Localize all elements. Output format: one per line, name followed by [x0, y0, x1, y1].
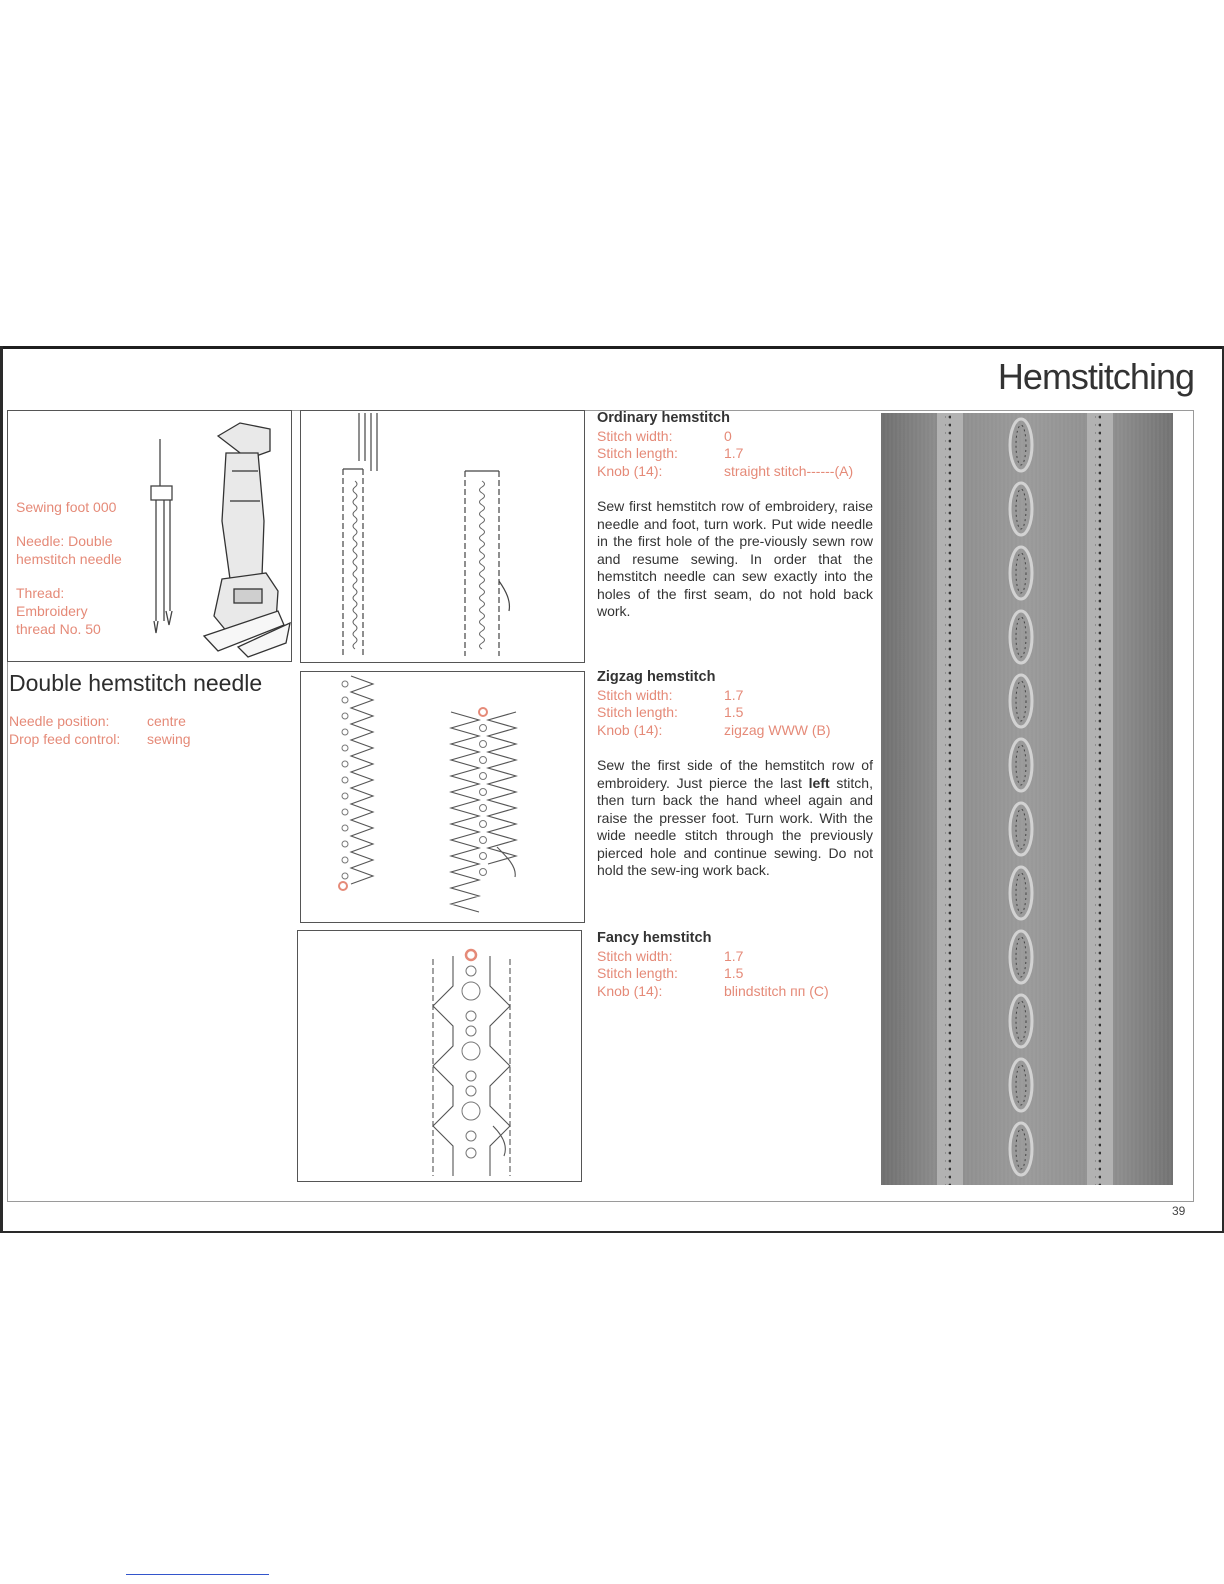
zigzag-hemstitch-title: Zigzag hemstitch: [597, 669, 716, 685]
fancy-hemstitch-section: [597, 930, 873, 1000]
stitch-width-row: Stitch width: 1.7: [597, 947, 744, 964]
stitch-width-row: Stitch width: 1.7: [597, 686, 744, 703]
ordinary-stitch-diagram: [301, 411, 584, 662]
bottom-rule: [0, 1231, 1224, 1233]
fancy-hemstitch-title: Fancy hemstitch: [597, 930, 712, 946]
page-number: 39: [1172, 1204, 1186, 1218]
stitch-length-row: Stitch length: 1.5: [597, 965, 744, 981]
knob-row: Knob (14): zigzag WWW (B): [597, 721, 831, 738]
ordinary-hemstitch-title: Ordinary hemstitch: [597, 410, 730, 426]
double-needle-icon: [151, 439, 172, 633]
fabric-photo-image: [881, 413, 1173, 1185]
needle-settings: [9, 712, 191, 748]
zigzag-stitch-diagram: [301, 672, 584, 922]
footer-link-underline: [126, 1574, 269, 1575]
tool-labels: [16, 498, 122, 654]
ordinary-hemstitch-illustration: [300, 410, 585, 663]
knob-row: Knob (14): blindstitch ᴨᴨ (C): [597, 982, 829, 999]
ordinary-hemstitch-section: [597, 410, 873, 621]
stitch-width-row: Stitch width: 0: [597, 427, 732, 444]
zigzag-hemstitch-section: [597, 669, 873, 880]
double-needle-heading: Double hemstitch needle: [9, 670, 263, 696]
fancy-stitch-diagram: [298, 931, 581, 1181]
needle-label: Needle: Double hemstitch needle: [16, 533, 122, 567]
knob-row: Knob (14): straight stitch------(A): [597, 462, 854, 479]
hemstitch-sample-photo: [881, 413, 1173, 1185]
left-edge: [0, 346, 3, 1233]
drop-feed-row: Drop feed control: sewing: [9, 731, 191, 747]
presser-foot-icon: [204, 423, 290, 657]
top-rule: [0, 346, 1224, 349]
stitch-length-row: Stitch length: 1.5: [597, 704, 744, 720]
zigzag-hemstitch-illustration: [300, 671, 585, 923]
fancy-hemstitch-illustration: [297, 930, 582, 1182]
ordinary-hemstitch-description: Sew first hemstitch row of embroidery, raise needle and foot, turn work. Put wide needle in the first hole of the pre-viously sewn row and resume sewing. In order that the hemstitch needle can sew exactly into the holes of the first seam, do not hold back work.: [597, 498, 873, 619]
stitch-length-row: Stitch length: 1.7: [597, 445, 744, 461]
needle-position-row: Needle position: centre: [9, 713, 186, 729]
zigzag-hemstitch-description: Sew the first side of the hemstitch row of embroidery. Just pierce the last left stitch, then turn back the hand wheel again and raise the presser foot. Turn work. With the wide needle stitch through the previously pierced hole and continue sewing. Do not hold the sew-ing work back.: [597, 757, 873, 878]
thread-label: Thread: Embroidery thread No. 50: [16, 585, 101, 637]
page-title: Hemstitching: [997, 356, 1194, 397]
sewing-foot-label: Sewing foot 000: [16, 499, 117, 515]
